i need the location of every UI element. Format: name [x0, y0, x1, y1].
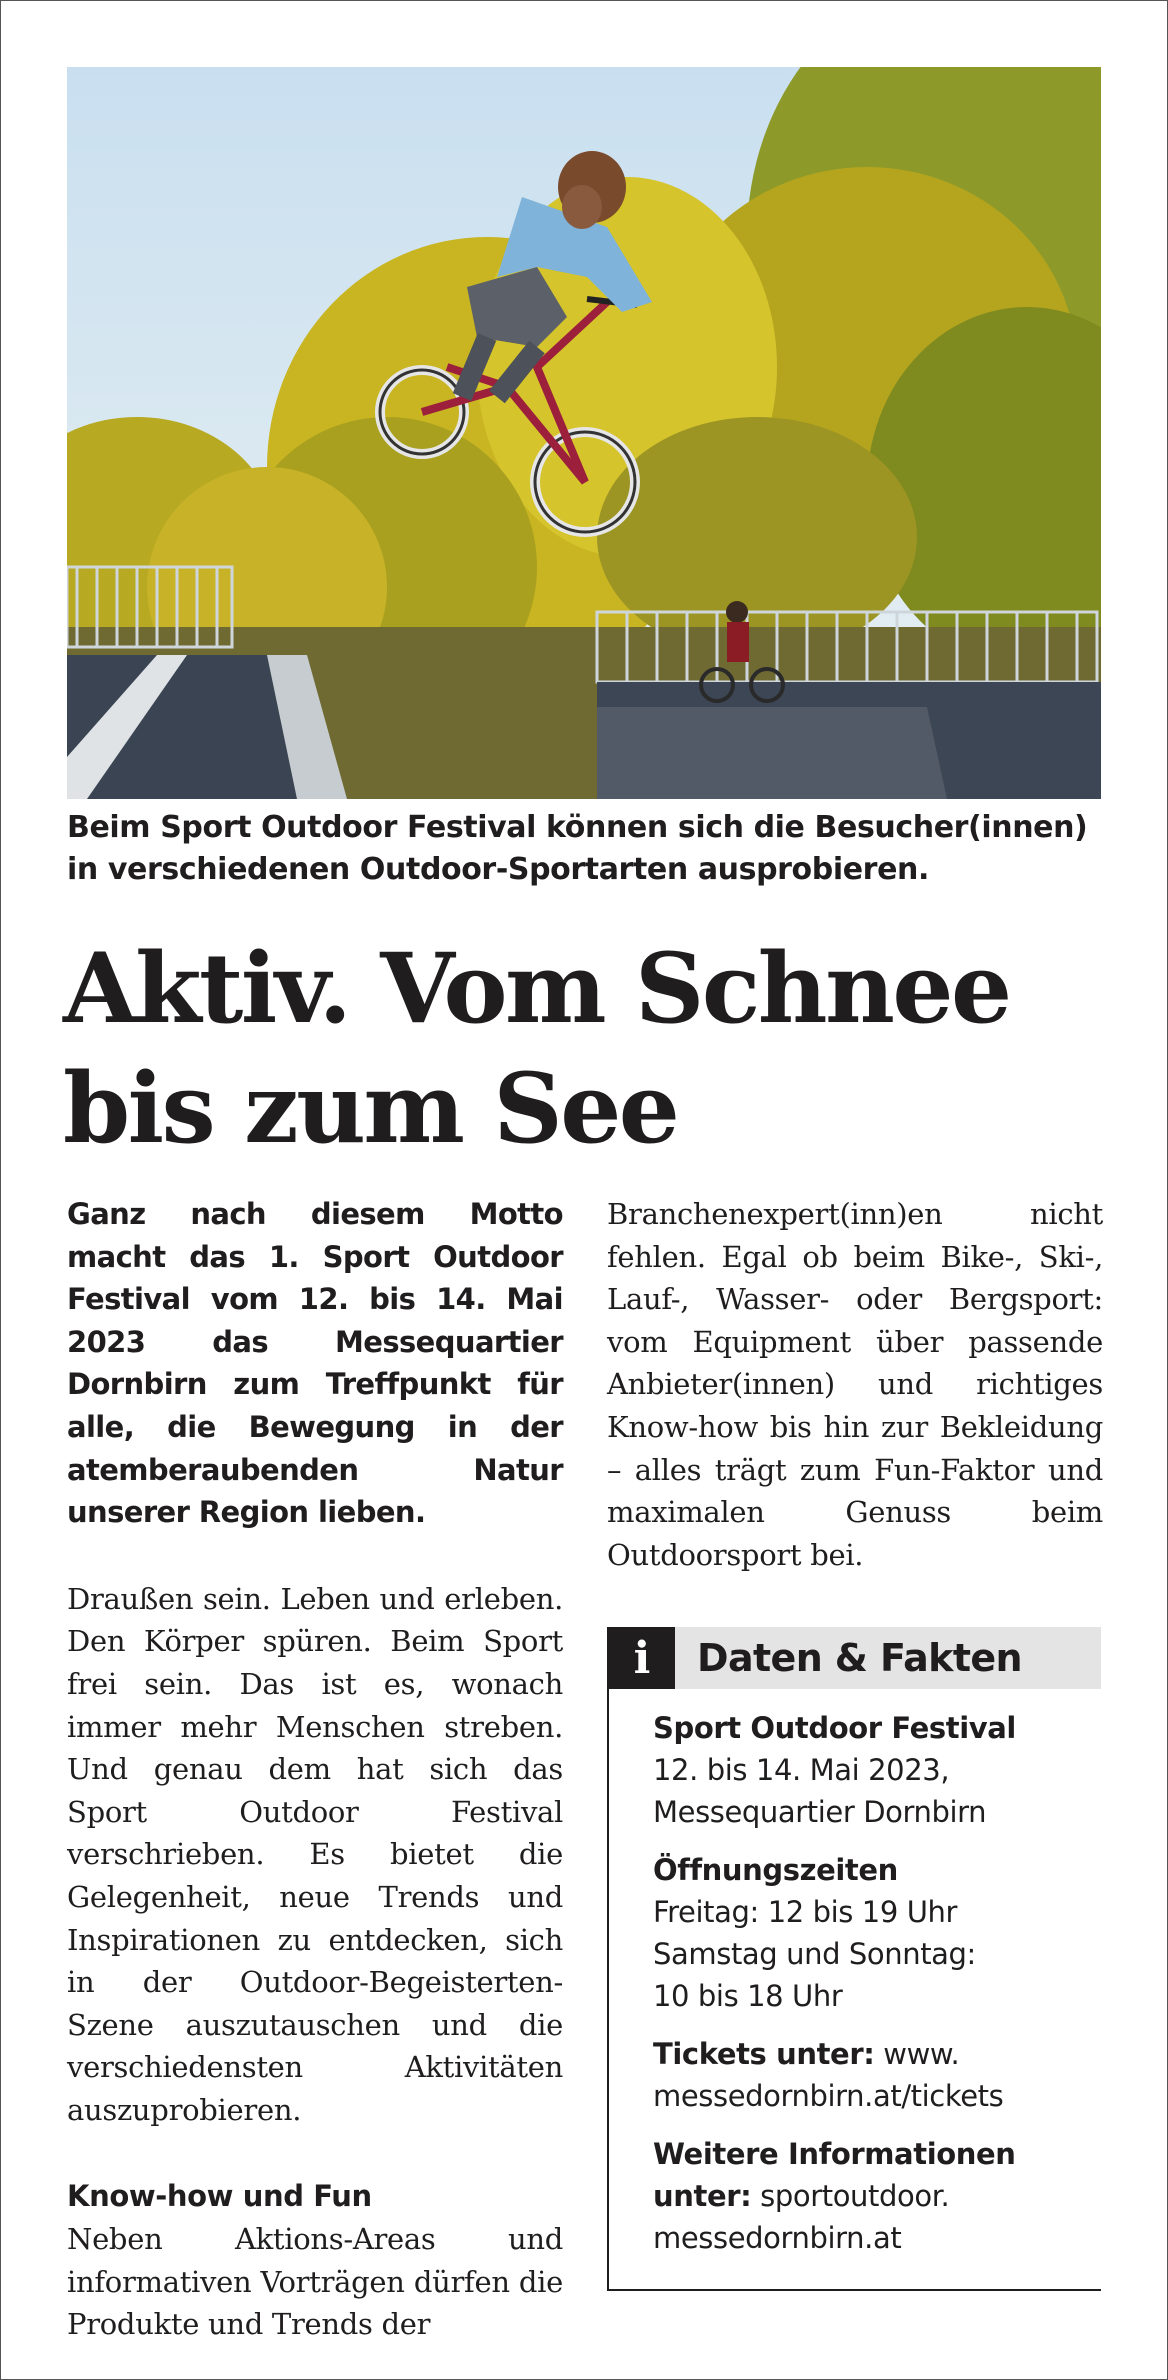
- fact-info-label-2: unter:: [653, 2179, 752, 2213]
- fact-event-date: 12. bis 14. Mai 2023,: [653, 1753, 950, 1787]
- fact-hours-friday: Freitag: 12 bis 19 Uhr: [653, 1895, 958, 1929]
- subheading: Know-how und Fun: [67, 2179, 372, 2214]
- fact-hours-weekend-time: 10 bis 18 Uhr: [653, 1979, 843, 2013]
- fact-event-place: Messequartier Dornbirn: [653, 1795, 987, 1829]
- body-paragraph-2-end: Branchenexpert(inn)en nicht fehlen. Egal ob beim Bike-, Ski-, Lauf-, Wasser- oder Bergsport: vom Equipment über passende Anbieter(innen) und richtiges Know-how bis hin zur Bekleidung – alles trägt zum Fun-Faktor und maximalen Genuss beim Outdoorsport bei.: [607, 1197, 1103, 1572]
- fact-more-info: [653, 2133, 1101, 2259]
- facts-body: [609, 1689, 1101, 2259]
- fact-hours-label: Öffnungszeiten: [653, 1853, 898, 1887]
- body-paragraph-1: Draußen sein. Leben und erleben. Den Körper spüren. Beim Sport frei sein. Das ist es, wonach immer mehr Menschen streben. Und genau dem hat sich das Sport Outdoor Festival verschrieben. Es bietet die Gelegenheit, neue Trends und Inspirationen zu entdecken, sich in der Outdoor-Begeisterten-Szene auszutauschen und die verschiedensten Aktivitäten auszuprobieren.: [67, 1581, 563, 2127]
- article-headline: [63, 929, 1123, 1169]
- fact-hours: [653, 1849, 1101, 2017]
- facts-box: [607, 1627, 1101, 2291]
- info-link-part-1[interactable]: sportoutdoor.: [760, 2179, 950, 2213]
- info-link-part-2[interactable]: messedornbirn.at: [653, 2221, 902, 2255]
- article-photo: [67, 67, 1101, 799]
- left-column: [67, 1193, 563, 2346]
- fact-event: [653, 1707, 1101, 1833]
- headline-line-1: Aktiv. Vom Schnee: [63, 932, 1010, 1045]
- facts-header: [609, 1627, 1101, 1689]
- tickets-link-part-1[interactable]: www.: [883, 2037, 960, 2071]
- fact-tickets-label: Tickets unter:: [653, 2037, 875, 2071]
- fact-info-label: Weitere Informationen: [653, 2137, 1016, 2171]
- fact-tickets: [653, 2033, 1101, 2117]
- photo-caption: Beim Sport Outdoor Festival können sich die Besucher(innen) in verschiedenen Outdoor-Sportarten ausprobieren.: [67, 810, 1088, 887]
- headline-line-2: bis zum See: [63, 1052, 678, 1165]
- bmx-jump-image: [67, 67, 1101, 799]
- info-icon: i: [609, 1627, 675, 1689]
- body-paragraph-2-start: Neben Aktions-Areas und informativen Vorträgen dürfen die Produkte und Trends der: [67, 2222, 563, 2342]
- facts-title: Daten & Fakten: [697, 1636, 1023, 1680]
- lead-paragraph: Ganz nach diesem Motto macht das 1. Sport Outdoor Festival vom 12. bis 14. Mai 2023 das Messequartier Dornbirn zum Treffpunkt für alle, die Bewegung in der atemberaubenden Natur unserer Region lieben.: [67, 1197, 563, 1530]
- fact-event-label: Sport Outdoor Festival: [653, 1711, 1016, 1745]
- right-column: [607, 1193, 1103, 1576]
- tickets-link-part-2[interactable]: messedornbirn.at/tickets: [653, 2079, 1004, 2113]
- fact-hours-weekend: Samstag und Sonntag:: [653, 1937, 976, 1971]
